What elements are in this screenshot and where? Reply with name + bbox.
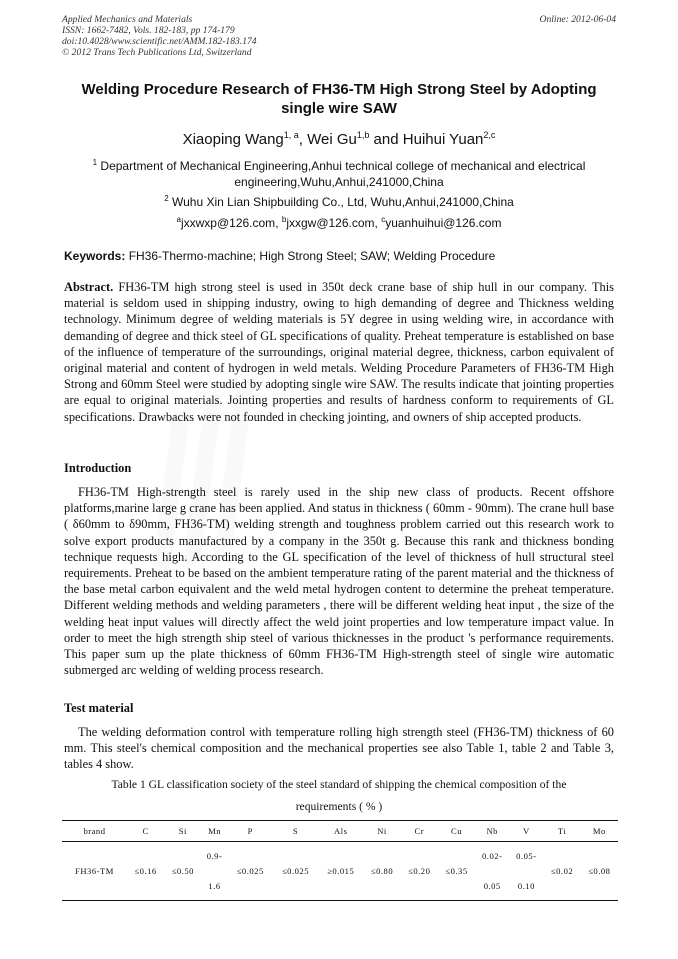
- table-cell-ni: ≤0.80: [363, 842, 400, 901]
- keywords-text: FH36-Thermo-machine; High Strong Steel; SAW; Welding Procedure: [128, 249, 496, 263]
- author-list: [62, 130, 616, 148]
- table-header-cell: brand: [62, 821, 127, 842]
- author-sup: 2,c: [483, 130, 496, 140]
- v-max: 0.10: [517, 881, 535, 891]
- table1-caption: [64, 774, 614, 818]
- table-cell-v: [509, 842, 543, 901]
- table-header-cell: Mo: [581, 821, 618, 842]
- table-cell-s: ≤0.025: [273, 842, 318, 901]
- author-name: Wei Gu: [307, 131, 357, 148]
- table-header-cell: V: [509, 821, 543, 842]
- email-separator: ,: [374, 216, 382, 230]
- table-header-cell: Ti: [543, 821, 580, 842]
- table-cell-cu: ≤0.35: [438, 842, 475, 901]
- test-material-text: The welding deformation control with temperature rolling high strength steel (FH36-TM) thickness of 60 mm. This steel's chemical composition and the mechanical properties see also Table 1, table 2 and Table 3, tables 4 show.: [64, 725, 614, 772]
- journal-issn: ISSN: 1662-7482, Vols. 182-183, pp 174-179: [62, 25, 235, 36]
- table-row: [62, 842, 618, 901]
- table-header-cell: P: [228, 821, 273, 842]
- journal-copyright: © 2012 Trans Tech Publications Ltd, Switzerland: [62, 47, 252, 58]
- author-name: Xiaoping Wang: [182, 131, 284, 148]
- table-cell-ti: ≤0.02: [543, 842, 580, 901]
- table-cell-c: ≤0.16: [127, 842, 164, 901]
- table-header-cell: C: [127, 821, 164, 842]
- introduction-heading: Introduction: [64, 461, 132, 475]
- table-cell-si: ≤0.50: [164, 842, 201, 901]
- email-sup: b: [281, 215, 287, 224]
- abstract-label: Abstract.: [64, 280, 114, 294]
- email-sup: a: [176, 215, 181, 224]
- introduction-text: FH36-TM High-strength steel is rarely used in the ship new class of products. Recent offshore platforms,marine large g crane has been applied. And status in thickness ( 60mm - 90mm). The crane hull base ( δ60mm to δ90mm, FH36-TM) welding strength and toughness problem carried out this research work to solve export products manufactured by a company in the 350t g. Because this rank and thickness bonding technique requests high. According to the GL specification of the level of thickness of hull structural steel requirements. Preheat to be based on the ambient temperature rating of the parent material and the thickness of the base metal carbon equivalent and the weld metal hydrogen content to determine the preheat temperature. Different welding methods and welding parameters , there will be different welding heat input , the size of the welding heat input values will directly affect the weld joint properties and low temperature impact value. In order to meet the high strength ship steel of various thicknesses in the product 's performance requirements. This paper sum up the plate thickness of 60mm FH36-TM High-strength steel of single wire automatic submerged arc welding of welding process research.: [64, 485, 614, 678]
- table-header-row: [62, 821, 618, 842]
- author-name: Huihui Yuan: [402, 131, 484, 148]
- table-header-cell: Als: [318, 821, 363, 842]
- email-sup: c: [381, 215, 386, 224]
- affiliation-text: Wuhu Xin Lian Shipbuilding Co., Ltd, Wuhu,Anhui,241000,China: [172, 195, 514, 209]
- nb-min: 0.02-: [482, 851, 503, 861]
- keywords: [64, 249, 618, 263]
- paper-title: Welding Procedure Research of FH36-TM High Strong Steel by Adopting single wire SAW: [81, 81, 597, 117]
- test-material-heading: Test material: [64, 701, 134, 715]
- email-line: [62, 212, 616, 231]
- mn-min: 0.9-: [206, 851, 223, 861]
- keywords-label: Keywords:: [64, 249, 126, 263]
- author-separator: ,: [298, 131, 308, 148]
- table-header-cell: Nb: [475, 821, 509, 842]
- table-cell-cr: ≤0.20: [401, 842, 438, 901]
- author-separator: and: [369, 131, 403, 148]
- table-cell-als: ≥0.015: [318, 842, 363, 901]
- table-cell-p: ≤0.025: [228, 842, 273, 901]
- journal-name: Applied Mechanics and Materials: [62, 14, 193, 25]
- author-sup: 1, a: [283, 130, 299, 140]
- table-cell-mo: ≤0.08: [581, 842, 618, 901]
- affiliation-sup: 1: [92, 158, 98, 167]
- table1-caption-line1: Table 1 GL classification society of the steel standard of shipping the chemical composition of the: [111, 778, 567, 791]
- table-header-cell: Ni: [363, 821, 400, 842]
- v-min: 0.05-: [516, 851, 537, 861]
- abstract-text: FH36-TM high strong steel is used in 350t deck crane base of ship hull in our company. This material is seldom used in shipping industry, owing to high demanding of degree and Thickness welding technology. Minimum degree of welding materials is 5Y degree in using welding wire, in accordance with demanding of degree and thick steel of GL specifications of quality. Preheat temperature is established on base of the influence of temperature of the surroundings, original material degree, thickness, carbon equivalent of original material and content of hydrogen in weld metals. Welding Procedure Parameters of FH36-TM High Strong and 60mm Steel were studied by adopting single wire SAW. The results indicate that jointing properties are equal to original materials. Jointing properties and results of hardness conform to requirements of GL specifications. Drawbacks were not founded in checking jointing, and owners of ship accepted products.: [64, 280, 614, 424]
- affiliation-2: [62, 191, 616, 210]
- table-header-cell: Cu: [438, 821, 475, 842]
- affiliation-1: [62, 155, 616, 190]
- table1-caption-line2: requirements ( % ): [295, 800, 383, 813]
- table-cell-brand: FH36-TM: [62, 842, 127, 901]
- online-date: Online: 2012-06-04: [539, 14, 616, 25]
- abstract: [64, 279, 614, 425]
- affiliation-text: Department of Mechanical Engineering,Anhui technical college of mechanical and electrical engineering,Wuhu,Anhui,241000,China: [100, 159, 586, 189]
- journal-doi[interactable]: doi:10.4028/www.scientific.net/AMM.182-183.174: [62, 36, 257, 47]
- email-link[interactable]: jxxgw@126.com: [286, 216, 375, 230]
- author-sup: 1,b: [356, 130, 370, 140]
- journal-header: [62, 14, 257, 58]
- chemical-composition-table: [62, 820, 618, 901]
- email-separator: ,: [275, 216, 282, 230]
- table-header-cell: Mn: [201, 821, 227, 842]
- email-link[interactable]: yuanhuihui@126.com: [385, 216, 502, 230]
- table-cell-nb: [475, 842, 509, 901]
- affiliation-sup: 2: [164, 194, 169, 203]
- table-header-cell: Cr: [401, 821, 438, 842]
- table-header-cell: Si: [164, 821, 201, 842]
- mn-max: 1.6: [208, 881, 221, 891]
- table-cell-mn: [201, 842, 227, 901]
- table-header-cell: S: [273, 821, 318, 842]
- email-link[interactable]: jxxwxp@126.com: [180, 216, 276, 230]
- nb-max: 0.05: [483, 881, 501, 891]
